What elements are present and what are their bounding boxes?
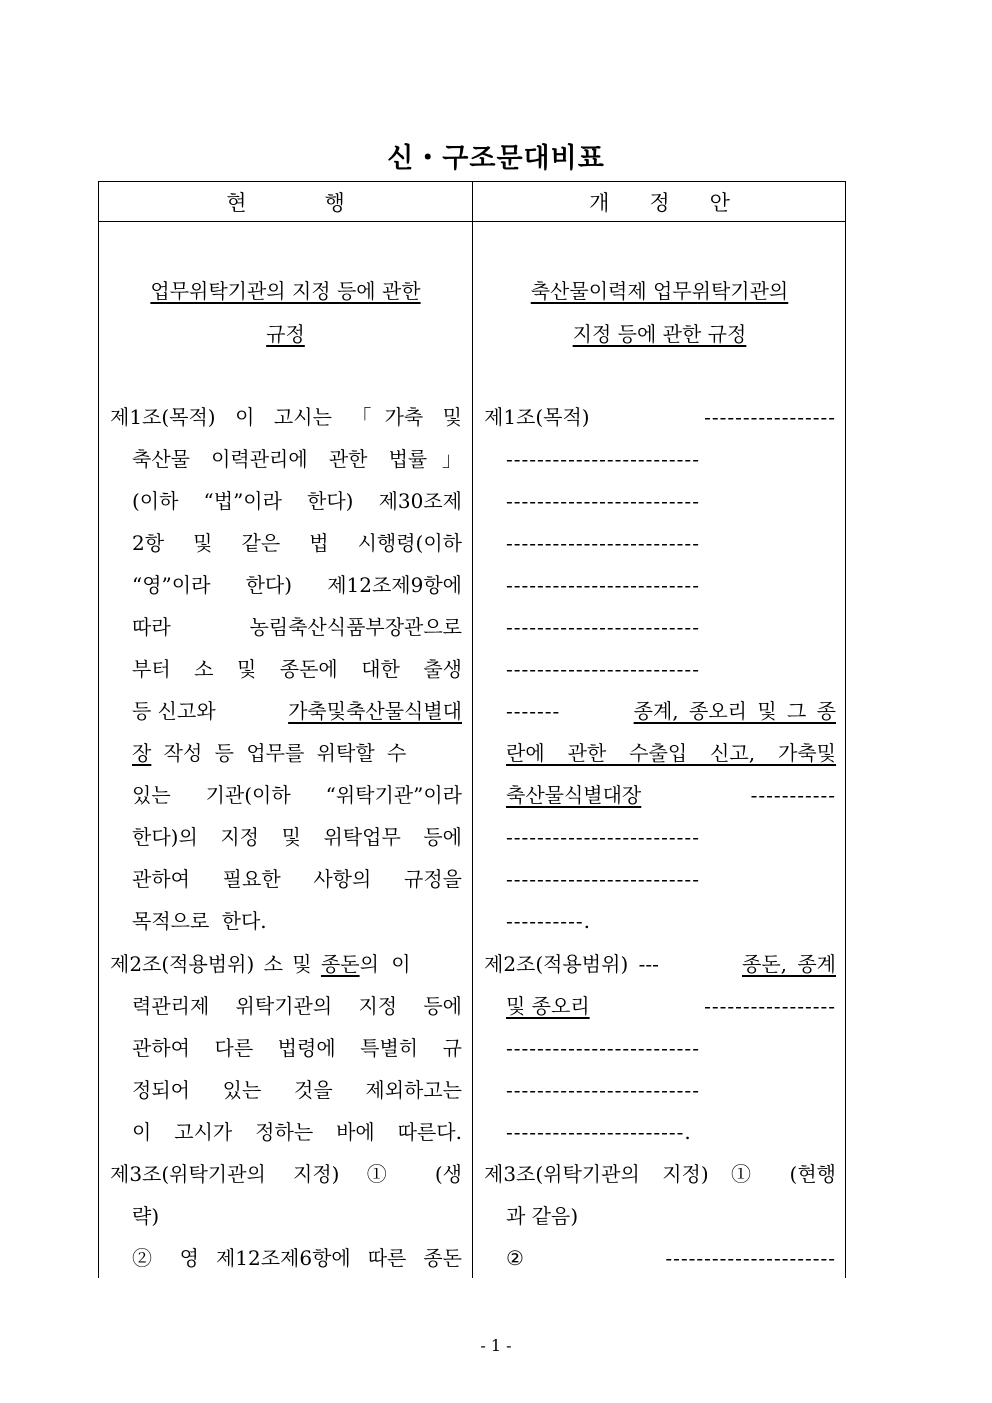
text-segment: ② — [506, 1246, 524, 1270]
current-text-line: “영”이라 한다) 제12조제9항에 — [132, 573, 462, 597]
header-current: 현행 — [226, 191, 423, 215]
current-text-line: 제3조(위탁기관의 지정) ① (생 — [110, 1162, 462, 1186]
current-doc-title-text: 규정 — [266, 322, 305, 346]
revised-text-line — [484, 403, 836, 431]
header-revised: 개정안 — [589, 191, 770, 215]
revised-doc-title-line — [473, 320, 846, 348]
underlined-text: 축산물식별대장 — [506, 783, 642, 807]
omission-dashes: ------------------------- — [506, 657, 700, 681]
current-doc-title-line — [99, 277, 472, 305]
underlined-text: 종돈, 종계 — [742, 952, 836, 976]
omission-dashes: ------- — [506, 699, 561, 723]
current-text-line: 제1조(목적) 이 고시는 「가축 및 — [110, 405, 462, 429]
text-segment: 등 신고와 — [132, 699, 216, 723]
omission-dashes: ------------------------- — [506, 615, 700, 639]
omission-dashes: ----------- — [750, 783, 836, 807]
current-text-line — [132, 739, 462, 767]
page-title: 신・구조문대비표 — [387, 143, 605, 174]
current-text-line: 따라 농림축산식품부장관으로 — [132, 615, 462, 639]
current-text-line: 있는 기관(이하 “위탁기관”이라 — [132, 783, 462, 807]
current-text-line: 정되어 있는 것을 제외하고는 — [132, 1078, 462, 1102]
omission-dashes: ------------------------- — [506, 573, 700, 597]
current-text-line: 목적으로 한다. — [132, 909, 267, 933]
omission-dashes: ----------------- — [704, 405, 836, 429]
current-text-line: 2항 및 같은 법 시행령(이하 — [132, 531, 462, 555]
page-number: - 1 - — [480, 1336, 512, 1355]
current-text-line: 축산물 이력관리에 관한 법률」 — [132, 447, 462, 471]
text-segment: 의 이 — [359, 952, 411, 976]
revised-text-line — [506, 1244, 836, 1272]
omission-dashes: ------------------------- — [506, 489, 700, 513]
revised-text-line: 제3조(위탁기관의 지정) ① (현행 — [484, 1162, 836, 1186]
current-text-line: 부터 소 및 종돈에 대한 출생 — [132, 657, 462, 681]
revised-text-line — [506, 697, 836, 725]
text-segment: 제2조(적용범위) 소 및 — [110, 952, 321, 976]
underlined-text: 종계, 종오리 및 그 종 — [633, 699, 836, 723]
omission-dashes: ------------------------- — [506, 825, 700, 849]
revised-text-line: 과 같음) — [506, 1204, 579, 1228]
current-text-line: 관하여 다른 법령에 특별히 규 — [132, 1036, 462, 1060]
omission-dashes: ----------. — [506, 909, 591, 933]
current-doc-title-text: 업무위탁기관의 지정 등에 관한 — [150, 279, 421, 303]
underlined-text: 및 종오리 — [506, 994, 590, 1018]
omission-dashes: ------------------------- — [506, 531, 700, 555]
omission-dashes: ----------------- — [704, 994, 836, 1018]
current-text-line: 략) — [132, 1204, 160, 1228]
omission-dashes: ------------------------- — [506, 447, 700, 471]
current-text-line — [132, 697, 462, 725]
omission-dashes: ------------------------- — [506, 1036, 700, 1060]
revised-doc-title-text: 축산물이력제 업무위탁기관의 — [530, 279, 789, 303]
current-text-line — [110, 950, 462, 978]
current-text-line: 이 고시가 정하는 바에 따른다. — [132, 1120, 462, 1144]
current-doc-title-line — [99, 320, 472, 348]
omission-dashes: -----------------------. — [506, 1120, 692, 1144]
underlined-text: 장 — [132, 741, 152, 765]
text-segment: 제1조(목적) — [484, 405, 590, 429]
revised-doc-title-line — [473, 277, 846, 305]
current-text-line: 한다)의 지정 및 위탁업무 등에 — [132, 825, 462, 849]
current-text-line: (이하 “법”이라 한다) 제30조제 — [132, 489, 462, 513]
current-text-line: 관하여 필요한 사항의 규정을 — [132, 867, 462, 891]
omission-dashes: ---------------------- — [665, 1246, 836, 1270]
omission-dashes: ------------------------- — [506, 867, 700, 891]
revised-text-line — [484, 950, 836, 978]
underlined-text: 란에 관한 수출입 신고, 가축및 — [506, 741, 836, 765]
text-segment: 제2조(적용범위) --- — [484, 952, 659, 976]
underlined-text: 종돈 — [320, 952, 360, 976]
current-text-line: ② 영 제12조제6항에 따른 종돈 — [132, 1246, 462, 1270]
current-text-line: 력관리제 위탁기관의 지정 등에 — [132, 994, 462, 1018]
header-divider — [98, 221, 846, 222]
revised-text-line — [506, 739, 836, 767]
omission-dashes: ------------------------- — [506, 1078, 700, 1102]
revised-text-line — [506, 992, 836, 1020]
underlined-text: 가축및축산물식별대 — [288, 699, 462, 723]
revised-text-line — [506, 781, 836, 809]
text-segment: 작성 등 업무를 위탁할 수 — [151, 741, 407, 765]
revised-doc-title-text: 지정 등에 관한 규정 — [572, 322, 747, 346]
